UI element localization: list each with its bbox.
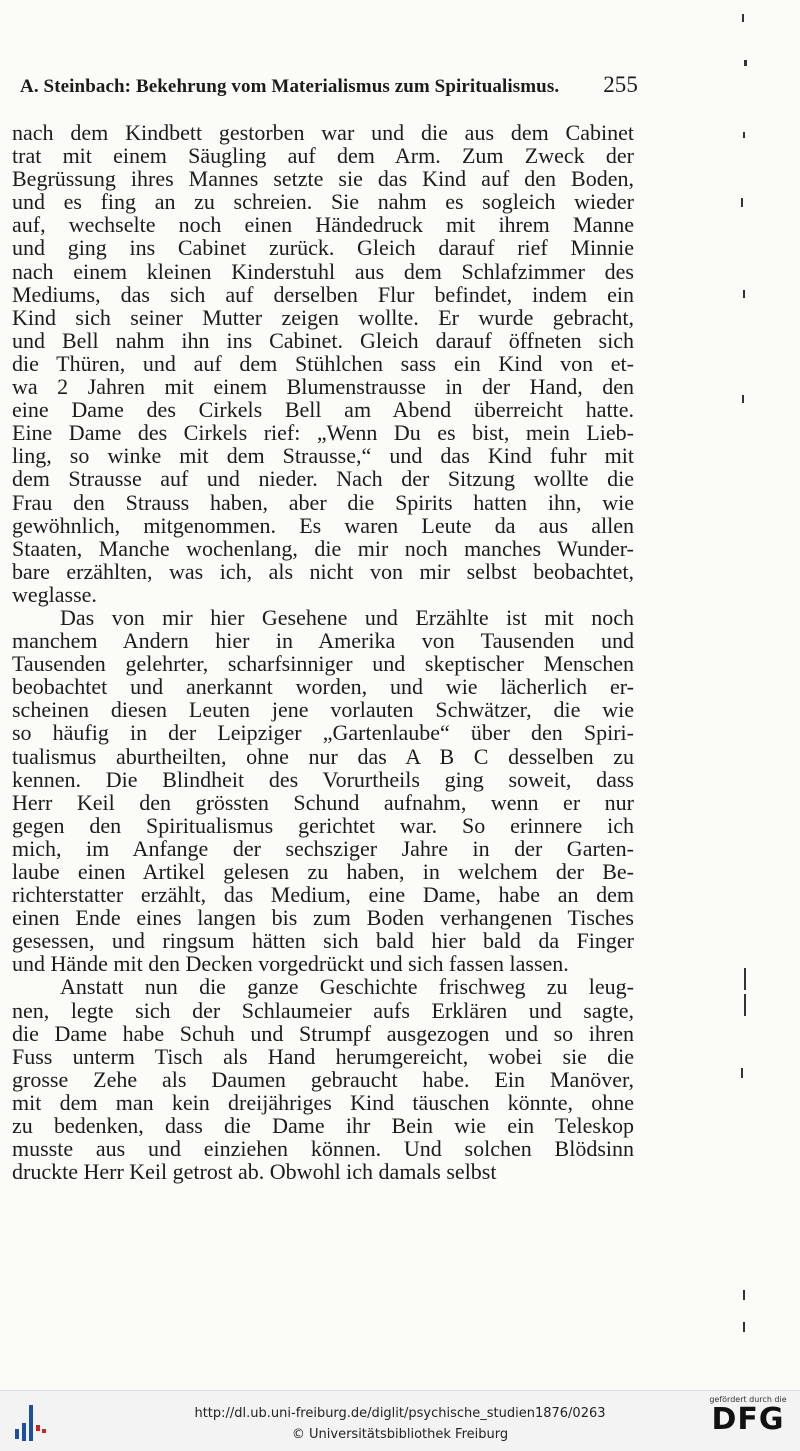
text-line: nach dem Kindbett gestorben war und die aus dem Cabinet — [12, 120, 634, 145]
text-line: Fuss unterm Tisch als Hand herumgereicht, wobei sie die — [12, 1043, 634, 1069]
text-line: auf, wechselte noch einen Händedruck mit ihrem Manne — [12, 212, 634, 238]
text-line: beobachtet und anerkannt worden, und wie lächerlich er- — [12, 674, 634, 700]
text-line: Das von mir hier Gesehene und Erzählte ist mit noch — [60, 604, 634, 630]
text-line: so häufig in der Leipziger „Gartenlaube“ über den Spiri- — [12, 720, 634, 746]
text-line: dem Strausse auf und nieder. Nach der Sitzung wollte die — [12, 466, 634, 492]
text-line: wa 2 Jahren mit einem Blumenstrausse in der Hand, den — [12, 374, 634, 400]
text-line: mich, im Anfange der sechsziger Jahre in der Garten- — [12, 835, 634, 861]
text-line: gewöhnlich, mitgenommen. Es waren Leute da aus allen — [12, 512, 634, 538]
text-line: Tausenden gelehrter, scharfsinniger und skeptischer Menschen — [12, 651, 634, 677]
text-line: und es fing an zu schreien. Sie nahm es sogleich wieder — [12, 189, 634, 215]
text-line: Staaten, Manche wochenlang, die mir noch manches Wunder- — [12, 535, 634, 561]
text-line: Mediums, das sich auf derselben Flur befindet, indem ein — [12, 281, 634, 307]
source-url-link[interactable]: http://dl.ub.uni-freiburg.de/diglit/psychische_studien1876/0263 — [194, 1406, 606, 1421]
text-line: grosse Zehe als Daumen gebraucht habe. Ein Manöver, — [12, 1066, 634, 1092]
body-text — [12, 121, 634, 1183]
text-line: musste aus und einziehen können. Und solchen Blödsinn — [12, 1136, 634, 1162]
page-number: 255 — [603, 72, 638, 97]
text-line: richterstatter erzählt, das Medium, eine Dame, habe an dem — [12, 882, 634, 908]
text-line: und Hände mit den Decken vorgedrückt und sich fassen lassen. — [12, 951, 569, 977]
text-line: gesessen, und ringsum hätten sich bald hier bald da Finger — [12, 928, 634, 954]
margin-marks — [736, 0, 766, 1390]
text-line: gegen den Spiritualismus gerichtet war. So erinnere ich — [12, 812, 634, 838]
text-line: eine Dame des Cirkels Bell am Abend überreicht hatte. — [12, 397, 634, 423]
text-line: und ging ins Cabinet zurück. Gleich darauf rief Minnie — [12, 235, 634, 261]
text-line: trat mit einem Säugling auf dem Arm. Zum Zweck der — [12, 143, 634, 169]
text-line: tualismus aburtheilten, ohne nur das A B C desselben zu — [12, 743, 634, 769]
text-line: kennen. Die Blindheit des Vorurtheils ging soweit, dass — [12, 766, 634, 792]
text-line: scheinen diesen Leuten jene vorlauten Schwätzer, die wie — [12, 697, 634, 723]
text-line: Kind sich seiner Mutter zeigen wollte. Er wurde gebracht, — [12, 304, 634, 330]
text-line: die Dame habe Schuh und Strumpf ausgezogen und so ihren — [12, 1020, 634, 1046]
dfg-logo — [704, 1395, 792, 1447]
text-line: bare erzählten, was ich, als nicht von mir selbst beobachtet, — [12, 558, 634, 584]
text-line: Eine Dame des Cirkels rief: „Wenn Du es bist, mein Lieb- — [12, 420, 634, 446]
text-line: zu bedenken, dass die Dame ihr Bein wie ein Teleskop — [12, 1113, 634, 1139]
footer-bar — [0, 1390, 800, 1451]
text-line: Begrüssung ihres Mannes setzte sie das Kind auf den Boden, — [12, 166, 634, 192]
text-line: druckte Herr Keil getrost ab. Obwohl ich damals selbst — [12, 1159, 497, 1185]
text-line: einen Ende eines langen bis zum Boden verhangenen Tisches — [12, 905, 634, 931]
copyright-notice: © Universitätsbibliothek Freiburg — [291, 1427, 509, 1442]
text-line: nen, legte sich der Schlaumeier aufs Erklären und sagte, — [12, 997, 634, 1023]
text-line: manchem Andern hier in Amerika von Tausenden und — [12, 628, 634, 654]
running-header — [20, 72, 638, 98]
text-line: mit dem man kein dreijähriges Kind täuschen könnte, ohne — [12, 1089, 634, 1115]
text-line: die Thüren, und auf dem Stühlchen sass ein Kind von et- — [12, 350, 634, 376]
text-line: Herr Keil den grössten Schund aufnahm, wenn er nur — [12, 789, 634, 815]
text-line: ling, so winke mit dem Strausse,“ und das Kind fuhr mit — [12, 443, 634, 469]
dfg-logo-text: DFG — [711, 1402, 785, 1437]
text-line: Frau den Strauss haben, aber die Spirits hatten ihn, wie — [12, 489, 634, 515]
text-line: Anstatt nun die ganze Geschichte frischweg zu leug- — [60, 974, 634, 1000]
dfg-tagline: gefördert durch die — [709, 1395, 787, 1404]
text-line: nach einem kleinen Kinderstuhl aus dem Schlafzimmer des — [12, 258, 634, 284]
text-line: laube einen Artikel gelesen zu haben, in welchem der Be- — [12, 859, 634, 884]
text-line: und Bell nahm ihn ins Cabinet. Gleich darauf öffneten sich — [12, 327, 634, 353]
text-line: weglasse. — [12, 581, 97, 607]
running-title: A. Steinbach: Bekehrung vom Materialismus zum Spiritualismus. — [20, 76, 560, 97]
